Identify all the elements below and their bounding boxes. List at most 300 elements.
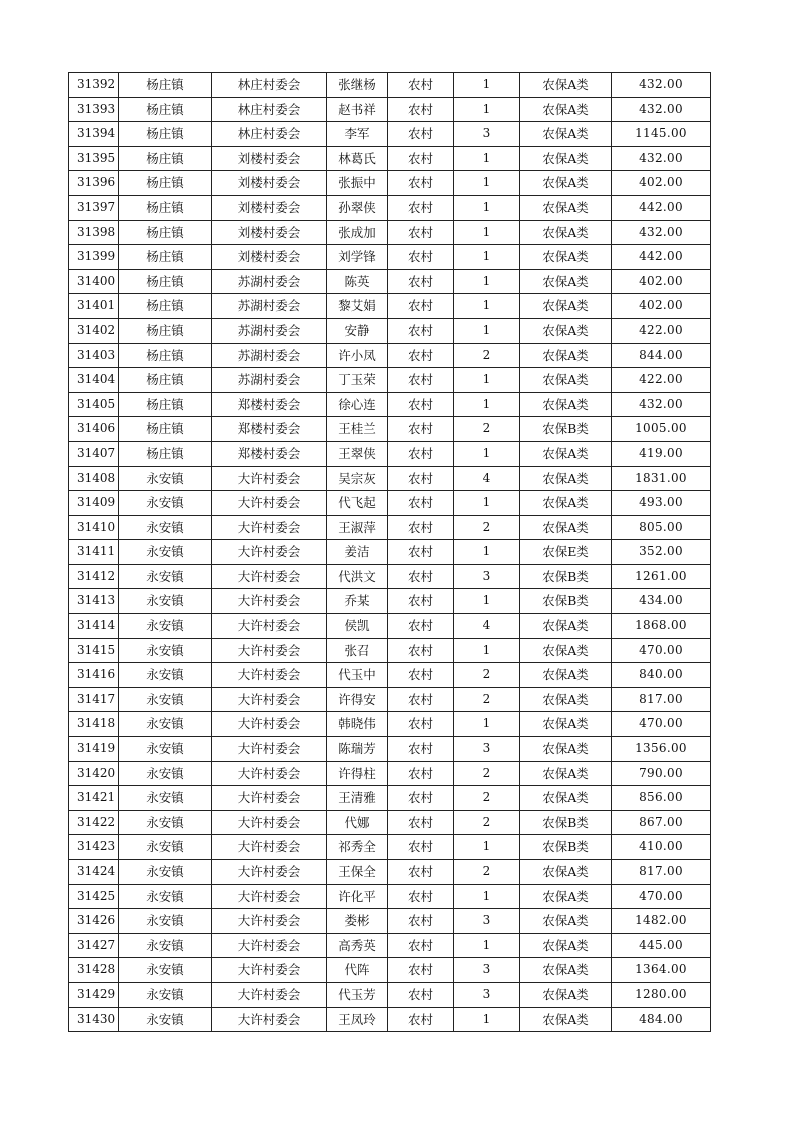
cell-category: 农保A类 xyxy=(520,614,612,639)
cell-id: 31420 xyxy=(69,761,119,786)
cell-amount: 432.00 xyxy=(612,73,711,98)
table-row xyxy=(69,810,711,835)
table-row xyxy=(69,884,711,909)
cell-area: 农村 xyxy=(388,343,454,368)
cell-village: 郑楼村委会 xyxy=(212,417,327,442)
cell-area: 农村 xyxy=(388,712,454,737)
cell-category: 农保A类 xyxy=(520,195,612,220)
cell-name: 王翠侠 xyxy=(327,441,388,466)
cell-category: 农保A类 xyxy=(520,73,612,98)
cell-name: 张继杨 xyxy=(327,73,388,98)
cell-id: 31395 xyxy=(69,146,119,171)
cell-id: 31428 xyxy=(69,958,119,983)
cell-town: 永安镇 xyxy=(119,614,212,639)
cell-category: 农保B类 xyxy=(520,810,612,835)
cell-village: 大许村委会 xyxy=(212,491,327,516)
cell-id: 31429 xyxy=(69,982,119,1007)
table-row xyxy=(69,343,711,368)
cell-amount: 470.00 xyxy=(612,638,711,663)
cell-area: 农村 xyxy=(388,73,454,98)
cell-count: 1 xyxy=(454,441,520,466)
cell-area: 农村 xyxy=(388,810,454,835)
cell-amount: 402.00 xyxy=(612,294,711,319)
cell-village: 大许村委会 xyxy=(212,860,327,885)
cell-amount: 445.00 xyxy=(612,933,711,958)
cell-amount: 1868.00 xyxy=(612,614,711,639)
cell-village: 大许村委会 xyxy=(212,933,327,958)
cell-count: 1 xyxy=(454,269,520,294)
cell-count: 2 xyxy=(454,761,520,786)
cell-count: 1 xyxy=(454,491,520,516)
cell-amount: 1356.00 xyxy=(612,737,711,762)
cell-id: 31397 xyxy=(69,195,119,220)
table-row xyxy=(69,958,711,983)
cell-category: 农保A类 xyxy=(520,1007,612,1032)
cell-amount: 1482.00 xyxy=(612,909,711,934)
table-row xyxy=(69,368,711,393)
cell-town: 杨庄镇 xyxy=(119,220,212,245)
cell-village: 大许村委会 xyxy=(212,958,327,983)
cell-name: 陈瑞芳 xyxy=(327,737,388,762)
table-row xyxy=(69,835,711,860)
cell-category: 农保A类 xyxy=(520,441,612,466)
cell-amount: 790.00 xyxy=(612,761,711,786)
cell-count: 1 xyxy=(454,195,520,220)
cell-town: 杨庄镇 xyxy=(119,245,212,270)
cell-area: 农村 xyxy=(388,835,454,860)
cell-village: 大许村委会 xyxy=(212,1007,327,1032)
cell-town: 杨庄镇 xyxy=(119,368,212,393)
cell-name: 姜洁 xyxy=(327,540,388,565)
cell-count: 3 xyxy=(454,909,520,934)
cell-count: 2 xyxy=(454,786,520,811)
cell-town: 杨庄镇 xyxy=(119,269,212,294)
cell-amount: 402.00 xyxy=(612,269,711,294)
table-row xyxy=(69,663,711,688)
cell-village: 刘楼村委会 xyxy=(212,146,327,171)
cell-id: 31393 xyxy=(69,97,119,122)
cell-category: 农保A类 xyxy=(520,269,612,294)
cell-village: 大许村委会 xyxy=(212,614,327,639)
cell-town: 永安镇 xyxy=(119,1007,212,1032)
cell-amount: 1831.00 xyxy=(612,466,711,491)
cell-category: 农保A类 xyxy=(520,737,612,762)
cell-area: 农村 xyxy=(388,909,454,934)
cell-town: 永安镇 xyxy=(119,860,212,885)
cell-village: 林庄村委会 xyxy=(212,122,327,147)
cell-village: 大许村委会 xyxy=(212,786,327,811)
cell-amount: 840.00 xyxy=(612,663,711,688)
cell-name: 张召 xyxy=(327,638,388,663)
table-row xyxy=(69,245,711,270)
cell-village: 苏湖村委会 xyxy=(212,368,327,393)
cell-town: 永安镇 xyxy=(119,540,212,565)
cell-town: 杨庄镇 xyxy=(119,417,212,442)
cell-town: 杨庄镇 xyxy=(119,318,212,343)
cell-village: 刘楼村委会 xyxy=(212,245,327,270)
cell-count: 3 xyxy=(454,982,520,1007)
cell-amount: 470.00 xyxy=(612,884,711,909)
table-row xyxy=(69,933,711,958)
cell-name: 许化平 xyxy=(327,884,388,909)
cell-name: 许得柱 xyxy=(327,761,388,786)
cell-amount: 422.00 xyxy=(612,368,711,393)
cell-village: 大许村委会 xyxy=(212,515,327,540)
cell-area: 农村 xyxy=(388,392,454,417)
cell-amount: 1005.00 xyxy=(612,417,711,442)
cell-village: 大许村委会 xyxy=(212,663,327,688)
cell-id: 31422 xyxy=(69,810,119,835)
cell-category: 农保A类 xyxy=(520,712,612,737)
cell-count: 1 xyxy=(454,589,520,614)
cell-id: 31404 xyxy=(69,368,119,393)
cell-category: 农保A类 xyxy=(520,294,612,319)
cell-category: 农保A类 xyxy=(520,663,612,688)
cell-category: 农保A类 xyxy=(520,392,612,417)
cell-name: 代飞起 xyxy=(327,491,388,516)
table-row xyxy=(69,786,711,811)
cell-name: 刘学锋 xyxy=(327,245,388,270)
cell-village: 大许村委会 xyxy=(212,540,327,565)
cell-id: 31403 xyxy=(69,343,119,368)
table-row xyxy=(69,491,711,516)
cell-count: 1 xyxy=(454,933,520,958)
cell-category: 农保A类 xyxy=(520,761,612,786)
cell-count: 2 xyxy=(454,860,520,885)
cell-name: 张振中 xyxy=(327,171,388,196)
cell-area: 农村 xyxy=(388,269,454,294)
cell-area: 农村 xyxy=(388,441,454,466)
cell-town: 杨庄镇 xyxy=(119,171,212,196)
cell-category: 农保A类 xyxy=(520,466,612,491)
cell-area: 农村 xyxy=(388,687,454,712)
cell-id: 31427 xyxy=(69,933,119,958)
cell-count: 3 xyxy=(454,958,520,983)
cell-count: 2 xyxy=(454,687,520,712)
cell-town: 杨庄镇 xyxy=(119,122,212,147)
cell-count: 2 xyxy=(454,810,520,835)
cell-name: 高秀英 xyxy=(327,933,388,958)
table-row xyxy=(69,564,711,589)
cell-area: 农村 xyxy=(388,786,454,811)
cell-town: 杨庄镇 xyxy=(119,146,212,171)
cell-name: 代阵 xyxy=(327,958,388,983)
cell-area: 农村 xyxy=(388,171,454,196)
cell-name: 李军 xyxy=(327,122,388,147)
table-row xyxy=(69,982,711,1007)
table-row xyxy=(69,269,711,294)
table-row xyxy=(69,97,711,122)
cell-amount: 352.00 xyxy=(612,540,711,565)
cell-count: 1 xyxy=(454,245,520,270)
cell-town: 永安镇 xyxy=(119,491,212,516)
cell-category: 农保A类 xyxy=(520,146,612,171)
cell-area: 农村 xyxy=(388,97,454,122)
cell-name: 侯凯 xyxy=(327,614,388,639)
cell-amount: 817.00 xyxy=(612,860,711,885)
cell-id: 31418 xyxy=(69,712,119,737)
cell-name: 娄彬 xyxy=(327,909,388,934)
cell-count: 1 xyxy=(454,171,520,196)
cell-town: 永安镇 xyxy=(119,909,212,934)
cell-count: 1 xyxy=(454,392,520,417)
cell-category: 农保A类 xyxy=(520,97,612,122)
cell-town: 杨庄镇 xyxy=(119,73,212,98)
table-row xyxy=(69,122,711,147)
cell-name: 安静 xyxy=(327,318,388,343)
cell-village: 郑楼村委会 xyxy=(212,392,327,417)
cell-category: 农保A类 xyxy=(520,318,612,343)
cell-town: 永安镇 xyxy=(119,737,212,762)
cell-name: 许小凤 xyxy=(327,343,388,368)
cell-id: 31401 xyxy=(69,294,119,319)
cell-amount: 410.00 xyxy=(612,835,711,860)
cell-village: 大许村委会 xyxy=(212,466,327,491)
cell-name: 代洪文 xyxy=(327,564,388,589)
cell-count: 3 xyxy=(454,564,520,589)
cell-category: 农保A类 xyxy=(520,515,612,540)
table-row xyxy=(69,589,711,614)
table-row xyxy=(69,146,711,171)
table-row xyxy=(69,687,711,712)
cell-village: 大许村委会 xyxy=(212,712,327,737)
cell-village: 刘楼村委会 xyxy=(212,171,327,196)
cell-category: 农保A类 xyxy=(520,220,612,245)
cell-area: 农村 xyxy=(388,195,454,220)
cell-village: 大许村委会 xyxy=(212,564,327,589)
cell-area: 农村 xyxy=(388,318,454,343)
cell-amount: 432.00 xyxy=(612,220,711,245)
cell-id: 31407 xyxy=(69,441,119,466)
cell-town: 永安镇 xyxy=(119,884,212,909)
cell-area: 农村 xyxy=(388,491,454,516)
cell-category: 农保A类 xyxy=(520,933,612,958)
cell-id: 31411 xyxy=(69,540,119,565)
cell-village: 郑楼村委会 xyxy=(212,441,327,466)
cell-category: 农保A类 xyxy=(520,491,612,516)
cell-id: 31425 xyxy=(69,884,119,909)
cell-village: 大许村委会 xyxy=(212,982,327,1007)
cell-id: 31419 xyxy=(69,737,119,762)
cell-village: 苏湖村委会 xyxy=(212,294,327,319)
cell-category: 农保A类 xyxy=(520,958,612,983)
cell-category: 农保B类 xyxy=(520,589,612,614)
table-row xyxy=(69,171,711,196)
cell-id: 31421 xyxy=(69,786,119,811)
cell-town: 永安镇 xyxy=(119,810,212,835)
cell-category: 农保A类 xyxy=(520,171,612,196)
cell-area: 农村 xyxy=(388,589,454,614)
cell-amount: 1280.00 xyxy=(612,982,711,1007)
cell-village: 大许村委会 xyxy=(212,638,327,663)
cell-name: 林葛氏 xyxy=(327,146,388,171)
cell-name: 韩晓伟 xyxy=(327,712,388,737)
cell-id: 31409 xyxy=(69,491,119,516)
table-row xyxy=(69,441,711,466)
cell-name: 许得安 xyxy=(327,687,388,712)
cell-amount: 844.00 xyxy=(612,343,711,368)
cell-village: 大许村委会 xyxy=(212,909,327,934)
cell-area: 农村 xyxy=(388,122,454,147)
cell-town: 永安镇 xyxy=(119,663,212,688)
cell-area: 农村 xyxy=(388,540,454,565)
cell-count: 1 xyxy=(454,638,520,663)
cell-id: 31426 xyxy=(69,909,119,934)
cell-category: 农保A类 xyxy=(520,909,612,934)
cell-name: 陈英 xyxy=(327,269,388,294)
cell-category: 农保A类 xyxy=(520,687,612,712)
cell-count: 1 xyxy=(454,97,520,122)
cell-id: 31406 xyxy=(69,417,119,442)
cell-area: 农村 xyxy=(388,933,454,958)
table-row xyxy=(69,712,711,737)
cell-amount: 442.00 xyxy=(612,245,711,270)
cell-town: 杨庄镇 xyxy=(119,392,212,417)
cell-name: 丁玉荣 xyxy=(327,368,388,393)
cell-count: 2 xyxy=(454,417,520,442)
cell-area: 农村 xyxy=(388,663,454,688)
cell-area: 农村 xyxy=(388,638,454,663)
cell-count: 1 xyxy=(454,318,520,343)
cell-count: 2 xyxy=(454,343,520,368)
cell-id: 31430 xyxy=(69,1007,119,1032)
cell-town: 杨庄镇 xyxy=(119,97,212,122)
cell-category: 农保A类 xyxy=(520,786,612,811)
cell-name: 王保全 xyxy=(327,860,388,885)
table-row xyxy=(69,737,711,762)
cell-name: 王淑萍 xyxy=(327,515,388,540)
cell-amount: 432.00 xyxy=(612,146,711,171)
cell-count: 1 xyxy=(454,540,520,565)
cell-area: 农村 xyxy=(388,982,454,1007)
cell-amount: 402.00 xyxy=(612,171,711,196)
cell-category: 农保A类 xyxy=(520,638,612,663)
cell-id: 31396 xyxy=(69,171,119,196)
table-row xyxy=(69,466,711,491)
cell-village: 大许村委会 xyxy=(212,835,327,860)
table-row xyxy=(69,294,711,319)
cell-count: 3 xyxy=(454,122,520,147)
cell-amount: 434.00 xyxy=(612,589,711,614)
cell-village: 大许村委会 xyxy=(212,761,327,786)
table-row xyxy=(69,318,711,343)
cell-area: 农村 xyxy=(388,146,454,171)
cell-category: 农保B类 xyxy=(520,417,612,442)
cell-name: 孙翠侠 xyxy=(327,195,388,220)
cell-amount: 470.00 xyxy=(612,712,711,737)
cell-town: 永安镇 xyxy=(119,958,212,983)
cell-amount: 419.00 xyxy=(612,441,711,466)
cell-id: 31424 xyxy=(69,860,119,885)
cell-town: 永安镇 xyxy=(119,761,212,786)
table-row xyxy=(69,417,711,442)
cell-id: 31402 xyxy=(69,318,119,343)
cell-village: 苏湖村委会 xyxy=(212,343,327,368)
table-row xyxy=(69,515,711,540)
cell-amount: 432.00 xyxy=(612,97,711,122)
cell-town: 永安镇 xyxy=(119,835,212,860)
table-row xyxy=(69,1007,711,1032)
cell-area: 农村 xyxy=(388,245,454,270)
cell-category: 农保A类 xyxy=(520,122,612,147)
cell-name: 王清雅 xyxy=(327,786,388,811)
cell-id: 31414 xyxy=(69,614,119,639)
cell-name: 王桂兰 xyxy=(327,417,388,442)
cell-id: 31413 xyxy=(69,589,119,614)
cell-count: 1 xyxy=(454,368,520,393)
cell-town: 永安镇 xyxy=(119,982,212,1007)
table-row xyxy=(69,638,711,663)
cell-id: 31417 xyxy=(69,687,119,712)
cell-name: 代玉中 xyxy=(327,663,388,688)
cell-area: 农村 xyxy=(388,860,454,885)
cell-id: 31423 xyxy=(69,835,119,860)
cell-category: 农保A类 xyxy=(520,982,612,1007)
cell-count: 1 xyxy=(454,73,520,98)
cell-amount: 867.00 xyxy=(612,810,711,835)
cell-id: 31392 xyxy=(69,73,119,98)
cell-town: 杨庄镇 xyxy=(119,195,212,220)
cell-village: 大许村委会 xyxy=(212,810,327,835)
cell-area: 农村 xyxy=(388,761,454,786)
cell-category: 农保E类 xyxy=(520,540,612,565)
cell-amount: 817.00 xyxy=(612,687,711,712)
table-row xyxy=(69,761,711,786)
cell-count: 3 xyxy=(454,737,520,762)
table-row xyxy=(69,73,711,98)
cell-count: 1 xyxy=(454,884,520,909)
table-row xyxy=(69,909,711,934)
cell-town: 永安镇 xyxy=(119,589,212,614)
cell-area: 农村 xyxy=(388,564,454,589)
cell-area: 农村 xyxy=(388,220,454,245)
cell-area: 农村 xyxy=(388,515,454,540)
cell-name: 吴宗灰 xyxy=(327,466,388,491)
cell-count: 2 xyxy=(454,515,520,540)
cell-town: 永安镇 xyxy=(119,687,212,712)
table-row xyxy=(69,392,711,417)
cell-category: 农保A类 xyxy=(520,245,612,270)
table-row xyxy=(69,220,711,245)
cell-category: 农保B类 xyxy=(520,835,612,860)
cell-id: 31394 xyxy=(69,122,119,147)
cell-count: 4 xyxy=(454,614,520,639)
cell-id: 31398 xyxy=(69,220,119,245)
cell-amount: 493.00 xyxy=(612,491,711,516)
cell-category: 农保A类 xyxy=(520,343,612,368)
cell-id: 31399 xyxy=(69,245,119,270)
cell-id: 31408 xyxy=(69,466,119,491)
cell-name: 代玉芳 xyxy=(327,982,388,1007)
cell-amount: 422.00 xyxy=(612,318,711,343)
cell-name: 祁秀全 xyxy=(327,835,388,860)
cell-id: 31416 xyxy=(69,663,119,688)
data-table xyxy=(68,72,711,1032)
cell-area: 农村 xyxy=(388,884,454,909)
cell-area: 农村 xyxy=(388,1007,454,1032)
cell-area: 农村 xyxy=(388,417,454,442)
cell-name: 王凤玲 xyxy=(327,1007,388,1032)
cell-town: 永安镇 xyxy=(119,933,212,958)
cell-town: 永安镇 xyxy=(119,466,212,491)
cell-count: 1 xyxy=(454,835,520,860)
cell-amount: 1261.00 xyxy=(612,564,711,589)
cell-count: 4 xyxy=(454,466,520,491)
cell-count: 1 xyxy=(454,294,520,319)
cell-village: 大许村委会 xyxy=(212,737,327,762)
cell-category: 农保A类 xyxy=(520,884,612,909)
cell-village: 大许村委会 xyxy=(212,884,327,909)
